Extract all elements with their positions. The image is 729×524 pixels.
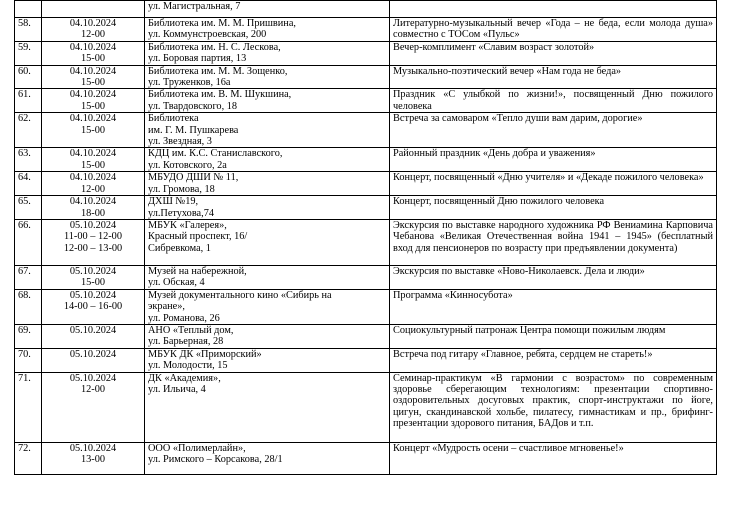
event-cell-line: Концерт, посвященный «Дню учителя» и «Декаде пожилого человека»	[393, 172, 704, 184]
date-time-cell-line: 15-00	[80, 277, 106, 289]
event-cell	[390, 41, 717, 65]
date-time-cell-line: 12-00	[80, 29, 106, 41]
date-time-cell-line: 12-00 – 13-00	[63, 242, 123, 254]
venue-cell-line: Библиотека им. М. М. Зощенко,	[148, 65, 288, 77]
date-time-cell	[42, 18, 145, 42]
event-cell-line: Экскурсия по выставке «Ново-Николаевск. Дела и люди»	[393, 265, 645, 277]
date-time-cell-line: 04.10.2024	[69, 172, 117, 184]
row-number: 59.	[15, 41, 42, 65]
event-cell-line: Экскурсия по выставке народного художника РФ Вениамина Карповича Чебанова «Великая Отечественная война 1941 – 1945» (бесплатный вход для пенсионеров по возрасту при предъявлении документа)	[393, 219, 713, 254]
venue-cell-line: им. Г. М. Пушкарева	[148, 124, 239, 136]
event-cell-line: Музыкально-поэтический вечер «Нам года не беда»	[393, 65, 622, 77]
venue-cell-line: ул. Твардовского, 18	[148, 100, 238, 112]
venue-cell-line: ул. Труженков, 16а	[148, 77, 231, 89]
event-cell-line: Праздник «С улыбкой по жизни!», посвященный Дню пожилого человека	[393, 89, 713, 112]
venue-cell-line: ул.Петухова,74	[148, 207, 214, 219]
date-time-cell-line: 15-00	[80, 77, 106, 89]
venue-cell-line: ДХШ №19,	[148, 196, 199, 208]
table-row	[15, 113, 717, 148]
event-cell-line: Районный праздник «День добра и уважения»	[393, 148, 596, 160]
row-number: 69.	[15, 324, 42, 348]
venue-cell-line: Красный проспект, 16/	[148, 231, 248, 243]
table-row	[15, 41, 717, 65]
table-row	[15, 18, 717, 42]
venue-cell	[145, 372, 390, 442]
row-number	[15, 1, 42, 18]
date-time-cell-line: 04.10.2024	[69, 18, 117, 29]
venue-cell-line: ул. Обская, 4	[148, 277, 205, 289]
venue-cell-line: ул. Ильича, 4	[148, 383, 206, 395]
venue-cell	[145, 196, 390, 220]
event-cell	[390, 289, 717, 324]
date-time-cell-line: 05.10.2024	[69, 442, 117, 454]
venue-cell	[145, 113, 390, 148]
venue-cell-line: Музей документального кино «Сибирь на	[148, 289, 332, 301]
event-cell-line: Вечер-комплимент «Славим возраст золотой»	[393, 41, 595, 53]
date-time-cell-line: 14-00 – 16-00	[63, 301, 123, 313]
venue-cell-line: экране»,	[148, 301, 185, 313]
date-time-cell-line: 04.10.2024	[69, 196, 117, 208]
venue-cell-line: Сибревкома, 1	[148, 242, 211, 254]
date-time-cell-line: 04.10.2024	[69, 148, 117, 160]
event-cell-line: Встреча за самоваром «Тепло души вам дарим, дорогие»	[393, 113, 643, 125]
venue-cell	[145, 442, 390, 474]
date-time-cell-line: 15-00	[80, 124, 106, 136]
venue-cell	[145, 289, 390, 324]
date-time-cell	[42, 148, 145, 172]
date-time-cell-line: 04.10.2024	[69, 41, 117, 53]
event-cell	[390, 1, 717, 18]
date-time-cell	[42, 41, 145, 65]
venue-cell-line: ул. Боровая партия, 13	[148, 53, 247, 65]
venue-cell	[145, 265, 390, 289]
date-time-cell-line: 05.10.2024	[69, 324, 117, 336]
venue-cell-line: ул. Котовского, 2а	[148, 159, 227, 171]
row-number: 71.	[15, 372, 42, 442]
table-row	[15, 172, 717, 196]
event-cell	[390, 348, 717, 372]
venue-cell-line: МБУК ДК «Приморский»	[148, 348, 262, 360]
venue-cell	[145, 324, 390, 348]
row-number: 65.	[15, 196, 42, 220]
date-time-cell-line: 04.10.2024	[69, 89, 117, 101]
venue-cell	[145, 348, 390, 372]
event-cell-line: Семинар-практикум «В гармонии с возрастом» по современным здоровье сберегающим технологиям: презентации спортивно-оздоровительных досуговых практик, спорт-инструктажи по йоге, цигун, скандинавской хольбе, пилатесу, гимнастикам и пр., брифинг-презентации здорового питания, БАДов и т.п.	[393, 372, 713, 430]
venue-cell-line: Библиотека им. М. М. Пришвина,	[148, 18, 296, 29]
date-time-cell-line: 05.10.2024	[69, 372, 117, 384]
venue-cell-line: Библиотека им. Н. С. Лескова,	[148, 41, 281, 53]
venue-cell-line: ул. Коммунстроевская, 200	[148, 29, 267, 41]
date-time-cell	[42, 372, 145, 442]
date-time-cell	[42, 113, 145, 148]
table-row	[15, 148, 717, 172]
venue-cell-line: Музей на набережной,	[148, 265, 247, 277]
table-row	[15, 89, 717, 113]
date-time-cell	[42, 196, 145, 220]
venue-cell	[145, 172, 390, 196]
table-row	[15, 442, 717, 474]
event-cell	[390, 113, 717, 148]
venue-cell	[145, 41, 390, 65]
event-cell	[390, 89, 717, 113]
date-time-cell-line: 12-00	[80, 383, 106, 395]
event-cell	[390, 265, 717, 289]
date-time-cell	[42, 348, 145, 372]
date-time-cell-line: 12-00	[80, 183, 106, 195]
venue-cell-line: ООО «Полимерлайн»,	[148, 442, 246, 454]
date-time-cell	[42, 219, 145, 265]
date-time-cell	[42, 324, 145, 348]
row-number: 61.	[15, 89, 42, 113]
event-cell	[390, 18, 717, 42]
row-number: 58.	[15, 18, 42, 42]
table-row	[15, 265, 717, 289]
date-time-cell-line: 05.10.2024	[69, 348, 117, 360]
event-cell-line: Литературно-музыкальный вечер «Года – не беда, если молода душа» совместно с ТОСом «Пульс»	[393, 18, 713, 41]
date-time-cell-line: 11-00 – 12-00	[64, 231, 122, 243]
row-number: 66.	[15, 219, 42, 265]
venue-cell-line: ул. Барьерная, 28	[148, 336, 224, 348]
row-number: 60.	[15, 65, 42, 89]
row-number: 72.	[15, 442, 42, 474]
venue-cell-line: ул. Римского – Корсакова, 28/1	[148, 453, 283, 465]
venue-cell	[145, 65, 390, 89]
row-number: 63.	[15, 148, 42, 172]
date-time-cell-line: 15-00	[80, 159, 106, 171]
venue-cell-line: МБУДО ДШИ № 11,	[148, 172, 239, 184]
table-row	[15, 219, 717, 265]
date-time-cell	[42, 172, 145, 196]
table-row	[15, 196, 717, 220]
event-cell	[390, 324, 717, 348]
venue-cell	[145, 148, 390, 172]
events-table-body	[15, 1, 717, 475]
venue-cell-line: АНО «Теплый дом,	[148, 324, 234, 336]
venue-cell-line: КДЦ им. К.С. Станиславского,	[148, 148, 283, 160]
row-number: 62.	[15, 113, 42, 148]
date-time-cell	[42, 442, 145, 474]
event-cell	[390, 172, 717, 196]
date-time-cell-line: 18-00	[80, 207, 106, 219]
date-time-cell-line: 13-00	[80, 453, 106, 465]
venue-cell	[145, 89, 390, 113]
event-cell-line: Встреча под гитару «Главное, ребята, сердцем не стареть!»	[393, 348, 653, 360]
venue-cell-line: ул. Романова, 26	[148, 312, 220, 324]
event-cell	[390, 148, 717, 172]
venue-cell-line: ул. Молодости, 15	[148, 360, 228, 372]
venue-cell-line: Библиотека им. В. М. Шукшина,	[148, 89, 292, 101]
table-row	[15, 289, 717, 324]
table-row	[15, 324, 717, 348]
event-cell-line: Концерт «Мудрость осени – счастливое мгновенье!»	[393, 442, 624, 454]
row-number: 70.	[15, 348, 42, 372]
events-table	[14, 0, 717, 475]
date-time-cell	[42, 89, 145, 113]
date-time-cell-line: 04.10.2024	[69, 65, 117, 77]
event-cell	[390, 219, 717, 265]
date-time-cell-line: 15-00	[80, 100, 106, 112]
venue-cell-line: ул. Звездная, 3	[148, 136, 212, 148]
row-number: 67.	[15, 265, 42, 289]
date-time-cell-line: 05.10.2024	[69, 265, 117, 277]
row-number: 68.	[15, 289, 42, 324]
venue-cell-line: МБУК «Галерея»,	[148, 219, 227, 231]
table-row	[15, 348, 717, 372]
table-row	[15, 1, 717, 18]
venue-cell-line: ул. Магистральная, 7	[148, 1, 241, 12]
event-cell	[390, 442, 717, 474]
venue-cell-line: ДК «Академия»,	[148, 372, 221, 384]
row-number: 64.	[15, 172, 42, 196]
event-cell-line: Концерт, посвященный Дню пожилого человека	[393, 196, 605, 208]
table-row	[15, 372, 717, 442]
venue-cell	[145, 219, 390, 265]
venue-cell	[145, 1, 390, 18]
venue-cell-line: ул. Громова, 18	[148, 183, 215, 195]
date-time-cell	[42, 1, 145, 18]
event-cell	[390, 372, 717, 442]
event-cell-line: Социокультурный патронаж Центра помощи пожилым людям	[393, 324, 666, 336]
venue-cell-line: Библиотека	[148, 113, 199, 125]
event-cell	[390, 65, 717, 89]
date-time-cell-line: 05.10.2024	[69, 219, 117, 231]
date-time-cell	[42, 65, 145, 89]
date-time-cell	[42, 265, 145, 289]
venue-cell	[145, 18, 390, 42]
event-cell-line: Программа «Кинносубота»	[393, 289, 513, 301]
date-time-cell-line: 05.10.2024	[69, 289, 117, 301]
date-time-cell-line: 04.10.2024	[69, 113, 117, 125]
table-row	[15, 65, 717, 89]
event-cell	[390, 196, 717, 220]
date-time-cell	[42, 289, 145, 324]
date-time-cell-line: 15-00	[80, 53, 106, 65]
